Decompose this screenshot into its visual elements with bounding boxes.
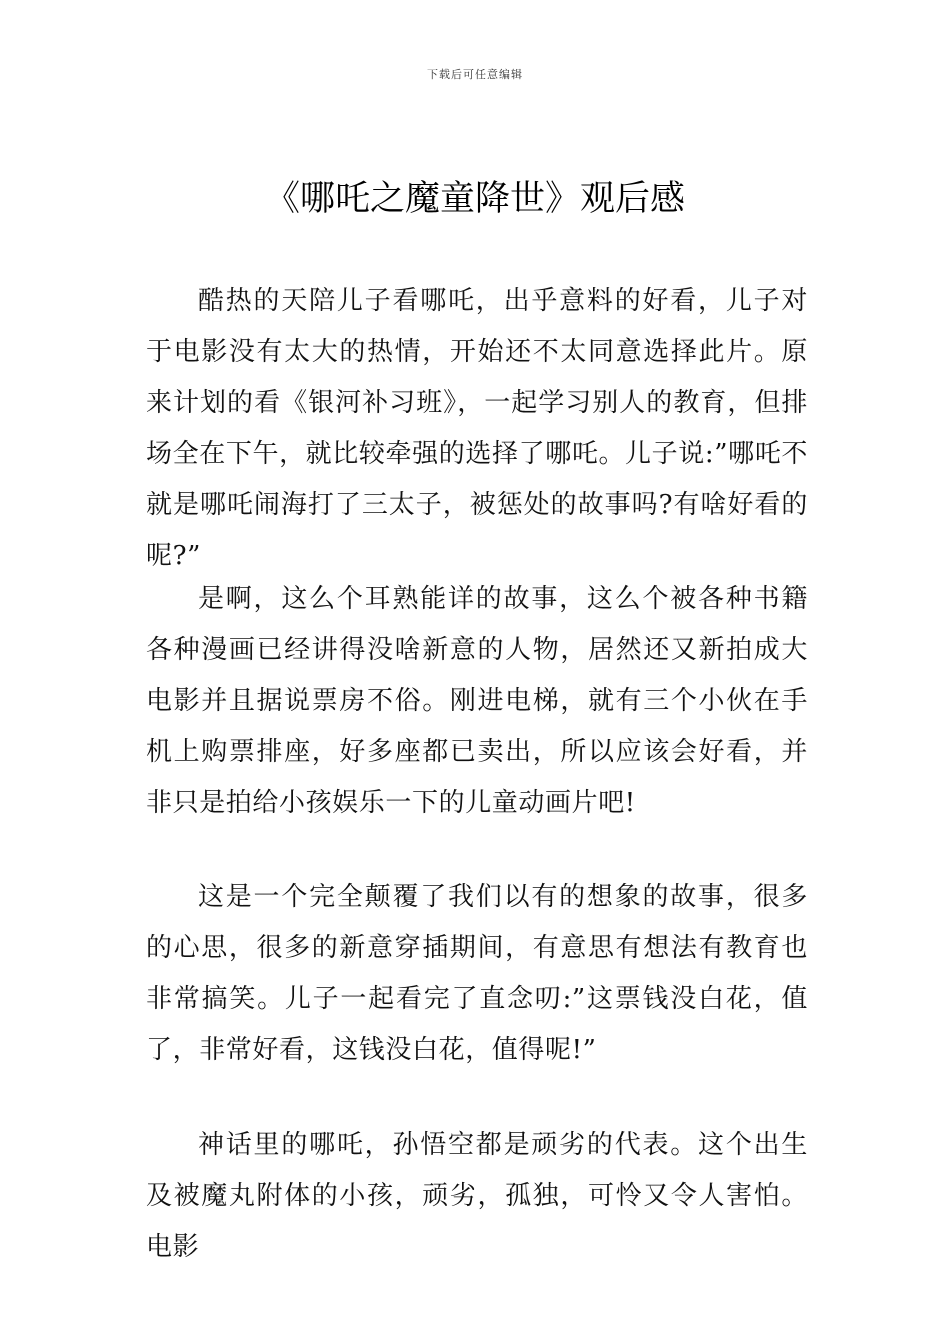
paragraph-2: 是啊，这么个耳熟能详的故事，这么个被各种书籍各种漫画已经讲得没啥新意的人物，居然还又新拍成大电影并且据说票房不俗。刚进电梯，就有三个小伙在手机上购票排座，好多座都已卖出，所以应该会好看，并非只是拍给小孩娱乐一下的儿童动画片吧! [146, 584, 808, 818]
paragraph-1: 酷热的天陪儿子看哪吒，出乎意料的好看，儿子对于电影没有太大的热情，开始还不太同意选择此片。原来计划的看《银河补习班》，一起学习别人的教育，但排场全在下午，就比较牵强的选择了哪吒。儿子说:”哪吒不就是哪吒闹海打了三太子，被惩处的故事吗?有啥好看的呢?” [146, 286, 808, 571]
document-title: 《哪吒之魔童降世》观后感 [264, 179, 685, 219]
header-note: 下载后可任意编辑 [427, 68, 523, 81]
paragraph-4: 神话里的哪吒，孙悟空都是顽劣的代表。这个出生及被魔丸附体的小孩，顽劣，孤独，可怜又令人害怕。电影 [146, 1130, 808, 1262]
paragraph-3: 这是一个完全颠覆了我们以有的想象的故事，很多的心思，很多的新意穿插期间，有意思有想法有教育也非常搞笑。儿子一起看完了直念叨:”这票钱没白花，值了，非常好看，这钱没白花，值得呢!” [146, 882, 808, 1065]
